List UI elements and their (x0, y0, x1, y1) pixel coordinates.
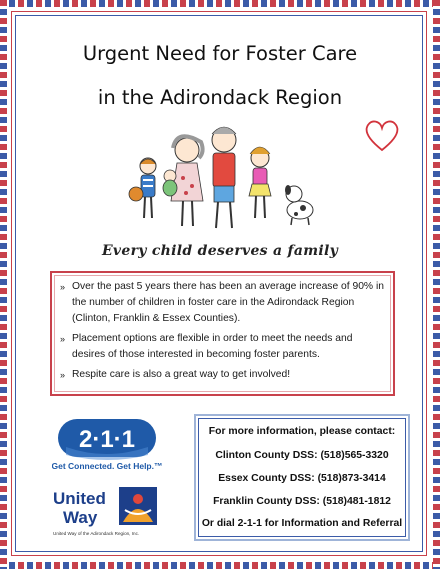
logo-211-number: 2·1·1 (78, 426, 136, 453)
logo-211-slogan: Get Connected. Get Help.™ (52, 461, 162, 471)
tagline: Every child deserves a family (101, 243, 339, 259)
fact-text: Respite care is also a great way to get involved! (72, 369, 291, 380)
fact-item (60, 331, 385, 363)
heart-icon (362, 117, 402, 153)
top-stripe-border (0, 0, 440, 7)
facts-box (50, 271, 395, 396)
bottom-stripe-border (0, 562, 440, 569)
contact-line-franklin: Franklin County DSS: (518)481-1812 (213, 496, 391, 507)
fact-text: Placement options are flexible in order to meet the needs and desires of those interested in becoming foster parents. (72, 333, 353, 360)
fact-text: Over the past 5 years there has been an average increase of 90% in the number of children in foster care in the Adirondack Region (Clinton, Franklin & Essex Counties). (72, 281, 384, 324)
united-way-caption: United Way of the Adirondack Region, Inc. (53, 531, 140, 536)
bullet-marker: » (60, 334, 66, 344)
contact-box (194, 414, 410, 541)
fact-item (60, 367, 385, 383)
contact-line-clinton: Clinton County DSS: (518)565-3320 (215, 450, 389, 461)
contact-heading: For more information, please contact: (208, 426, 396, 437)
bullet-marker: » (60, 282, 66, 292)
contact-line-211: Or dial 2-1-1 for Information and Referral (201, 518, 403, 529)
united-way-word2: Way (63, 508, 98, 527)
united-way-logo (51, 484, 161, 540)
flyer-title-line2: in the Adirondack Region (97, 86, 343, 109)
logo-211 (52, 417, 162, 475)
bullet-marker: » (60, 370, 66, 380)
fact-item (60, 279, 385, 327)
flyer-title-line1: Urgent Need for Foster Care (82, 42, 358, 65)
family-illustration (120, 118, 330, 238)
contact-line-essex: Essex County DSS: (518)873-3414 (218, 473, 386, 484)
united-way-word1: United (53, 489, 106, 508)
